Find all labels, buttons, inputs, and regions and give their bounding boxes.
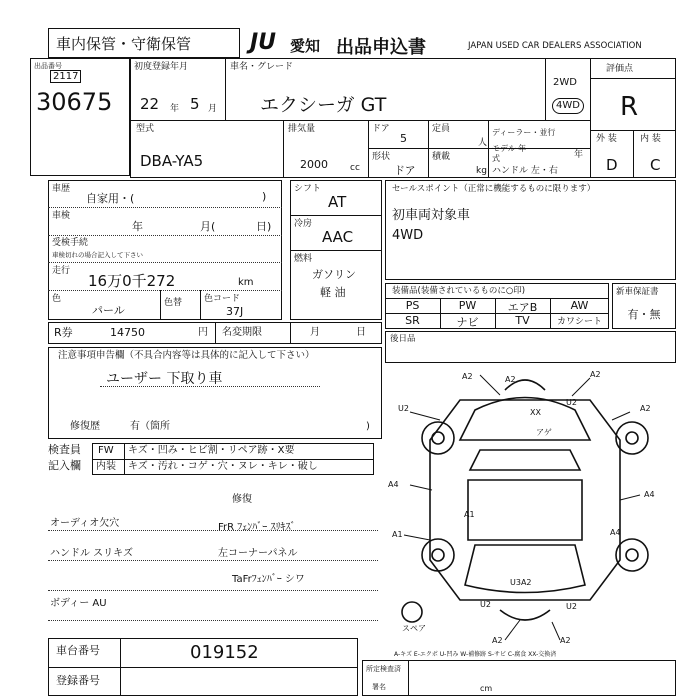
- mark-8: アゲ: [536, 428, 552, 437]
- lot-code: 2117: [50, 70, 81, 83]
- interior-label: 内 装: [640, 134, 661, 144]
- sales-points-label: セールスポイント（正常に機能するものに限ります）: [392, 184, 596, 194]
- mark-18: A2: [560, 636, 571, 645]
- equipment-label: 装備品(装備されているものに○印): [392, 286, 526, 296]
- chassis-label: 車台番号: [56, 644, 100, 657]
- brand-logo: JU: [250, 30, 277, 55]
- mark-1: A2: [462, 372, 473, 381]
- stamp-cm: cm: [480, 684, 493, 693]
- equip-tv: TV: [515, 314, 530, 327]
- repair-label: 修復歴: [70, 421, 100, 432]
- displacement-value: 2000: [300, 158, 328, 171]
- inspection-month: 月(: [200, 220, 216, 233]
- repair-close: ): [366, 421, 370, 432]
- model-year-unit: 年: [574, 150, 584, 160]
- mark-7: XX: [530, 408, 541, 417]
- right-note-1: 修復: [232, 494, 252, 505]
- displacement-label: 排気量: [288, 124, 316, 134]
- rating-label: 評価点: [606, 64, 634, 74]
- chassis-value: 019152: [190, 642, 259, 663]
- doors-value: 5: [400, 132, 407, 145]
- model-value: DBA-YA5: [140, 152, 204, 170]
- car-type-label: 車歴: [52, 184, 71, 194]
- hand-note-3: ボディー AU: [50, 598, 107, 609]
- interior-items-label: 内装: [96, 461, 116, 472]
- sales-points-frame: [385, 180, 676, 280]
- shift-value: AT: [328, 193, 347, 211]
- expire-month: 月: [310, 327, 320, 338]
- brand-name: 愛知: [290, 37, 321, 55]
- mark-5: A2: [640, 404, 651, 413]
- body-label: 形状: [372, 152, 391, 162]
- first-reg-year: 22: [140, 95, 160, 113]
- dealer-label: ディーラー・並行: [492, 128, 556, 137]
- expire-day: 日: [356, 327, 366, 338]
- equip-leather: カワシート: [556, 317, 602, 327]
- receipt-note: 車検切れの場合記入して下さい: [52, 251, 143, 259]
- recycle-unit: 円: [198, 327, 208, 338]
- interior-items: キズ・汚れ・コゲ・穴・ヌレ・キレ・破し: [128, 461, 318, 472]
- stamp-frame: [362, 660, 676, 696]
- equip-sr: SR: [405, 314, 420, 327]
- posting-label: 後日品: [390, 334, 416, 344]
- color-swap-label: 色替: [164, 298, 183, 308]
- color-code-value: 37J: [226, 305, 244, 318]
- storage-title: 車内保管・守衛保管: [56, 35, 192, 53]
- hand-note-1: オーディオ欠穴: [50, 518, 120, 529]
- equip-pw: PW: [458, 299, 477, 312]
- cooling-value: AAC: [322, 228, 354, 246]
- exterior-label: 外 装: [596, 134, 617, 144]
- mark-9: A4: [388, 480, 399, 489]
- handle-label: ハンドル 左・右: [492, 166, 558, 176]
- recycle-label: R券: [54, 326, 73, 339]
- rating-score: R: [620, 92, 639, 122]
- sales-points-line2: 4WD: [392, 228, 424, 243]
- mark-2: A2: [505, 375, 516, 384]
- capacity-label: 定員: [432, 124, 451, 134]
- car-type-value: 自家用・(: [86, 192, 135, 205]
- exterior-value: D: [606, 156, 618, 174]
- form-title: 出品申込書: [336, 37, 426, 58]
- association-name: JAPAN USED CAR DEALERS ASSOCIATION: [468, 41, 642, 51]
- first-reg-month-unit: 月: [208, 104, 218, 114]
- stamp-1: 所定検査済: [366, 665, 401, 673]
- fuel-alt: 軽 油: [320, 286, 346, 299]
- equip-ps: PS: [405, 299, 420, 312]
- lot-stamp: 出品番号: [34, 62, 62, 70]
- mark-4: U2: [398, 404, 409, 413]
- inspection-day: 日): [256, 220, 272, 233]
- capacity-unit: 人: [478, 138, 488, 148]
- mileage-value: 16万0千272: [88, 272, 176, 290]
- lot-number: 30675: [36, 88, 113, 116]
- shift-label: シフト: [294, 184, 322, 194]
- inspector-label2: 記入欄: [48, 459, 81, 472]
- interior-value: C: [650, 156, 661, 174]
- posting-frame: [385, 331, 676, 363]
- mileage-unit: km: [238, 277, 254, 288]
- vehicle-name-label: 車名・グレード: [230, 62, 294, 72]
- cooling-label: 冷房: [294, 219, 313, 229]
- fw-items: キズ・凹み・ヒビ割・リペア跡・X要: [128, 445, 295, 456]
- color-label: 色: [52, 294, 62, 304]
- notes-line1: ユーザー 下取り車: [106, 371, 223, 387]
- warranty-label: 新車保証書: [616, 287, 659, 297]
- first-reg-label: 初度登録年月: [134, 62, 189, 72]
- mark-3: A2: [590, 370, 601, 379]
- reg-label: 登録番号: [56, 674, 100, 687]
- mark-14: U3A2: [510, 578, 532, 587]
- mark-12: A1: [392, 530, 403, 539]
- car-type-close: ): [262, 190, 267, 203]
- load-unit: kg: [476, 166, 487, 176]
- displacement-unit: cc: [350, 163, 360, 173]
- receipt-label: 受検手続: [52, 238, 89, 248]
- drive-4wd: 4WD: [552, 98, 584, 114]
- color-code-label: 色コード: [204, 294, 241, 304]
- spare-label: スペア: [402, 624, 426, 633]
- vehicle-name-value: エクシーガ GT: [260, 94, 387, 116]
- stamp-2: 署名: [372, 683, 386, 691]
- notes-label: 注意事項申告欄（不具合内容等は具体的に記入して下さい）: [58, 350, 315, 361]
- mark-10: A4: [644, 490, 655, 499]
- inspection-label: 車検: [52, 211, 71, 221]
- equip-navi: ナビ: [456, 316, 479, 329]
- expire-label: 名変期限: [222, 327, 262, 338]
- mark-15: U2: [480, 600, 491, 609]
- right-note-3: 左コーナーパネル: [218, 548, 298, 559]
- mark-6: U2: [566, 398, 577, 407]
- load-label: 積載: [432, 152, 451, 162]
- inspection-year: 年: [132, 220, 143, 233]
- right-note-2: FrR ﾌｪﾝﾊﾞｰ ｽﾘｷｽﾞ: [218, 522, 296, 533]
- mark-13: A1: [464, 510, 475, 519]
- doors-label: ドア: [372, 124, 390, 134]
- hand-note-2: ハンドル スリキズ: [50, 548, 133, 559]
- color-value: パール: [92, 304, 125, 317]
- first-reg-year-unit: 年: [170, 104, 180, 114]
- sales-points-line1: 初車両対象車: [392, 208, 471, 223]
- mark-16: U2: [566, 602, 577, 611]
- inspector-label1: 検査員: [48, 443, 81, 456]
- equip-airbag: エアB: [507, 301, 538, 314]
- fw-label: FW: [98, 445, 114, 456]
- mark-17: A2: [492, 636, 503, 645]
- model-label: 型式: [136, 124, 155, 134]
- model-year-label: モデル 年式: [492, 144, 527, 163]
- repair-value: 有（箇所: [130, 421, 170, 432]
- drive-2wd: 2WD: [553, 77, 577, 88]
- mark-11: A4: [610, 528, 621, 537]
- body-value: ドア: [394, 164, 416, 177]
- damage-legend: A-キズ E-エクボ U-凹み W-補修跡 S-サビ C-腐食 XX-交換済: [394, 651, 557, 658]
- fuel-label: 燃料: [294, 254, 313, 264]
- equip-aw: AW: [570, 299, 589, 312]
- warranty-options: 有・無: [627, 308, 661, 321]
- first-reg-month: 5: [190, 95, 200, 113]
- right-note-4: TaFrﾌｪﾝﾊﾞｰ シワ: [232, 574, 305, 585]
- recycle-value: 14750: [110, 326, 145, 339]
- vehicle-frame: [130, 58, 676, 178]
- fuel-value: ガソリン: [312, 268, 356, 281]
- mileage-label: 走行: [52, 266, 71, 276]
